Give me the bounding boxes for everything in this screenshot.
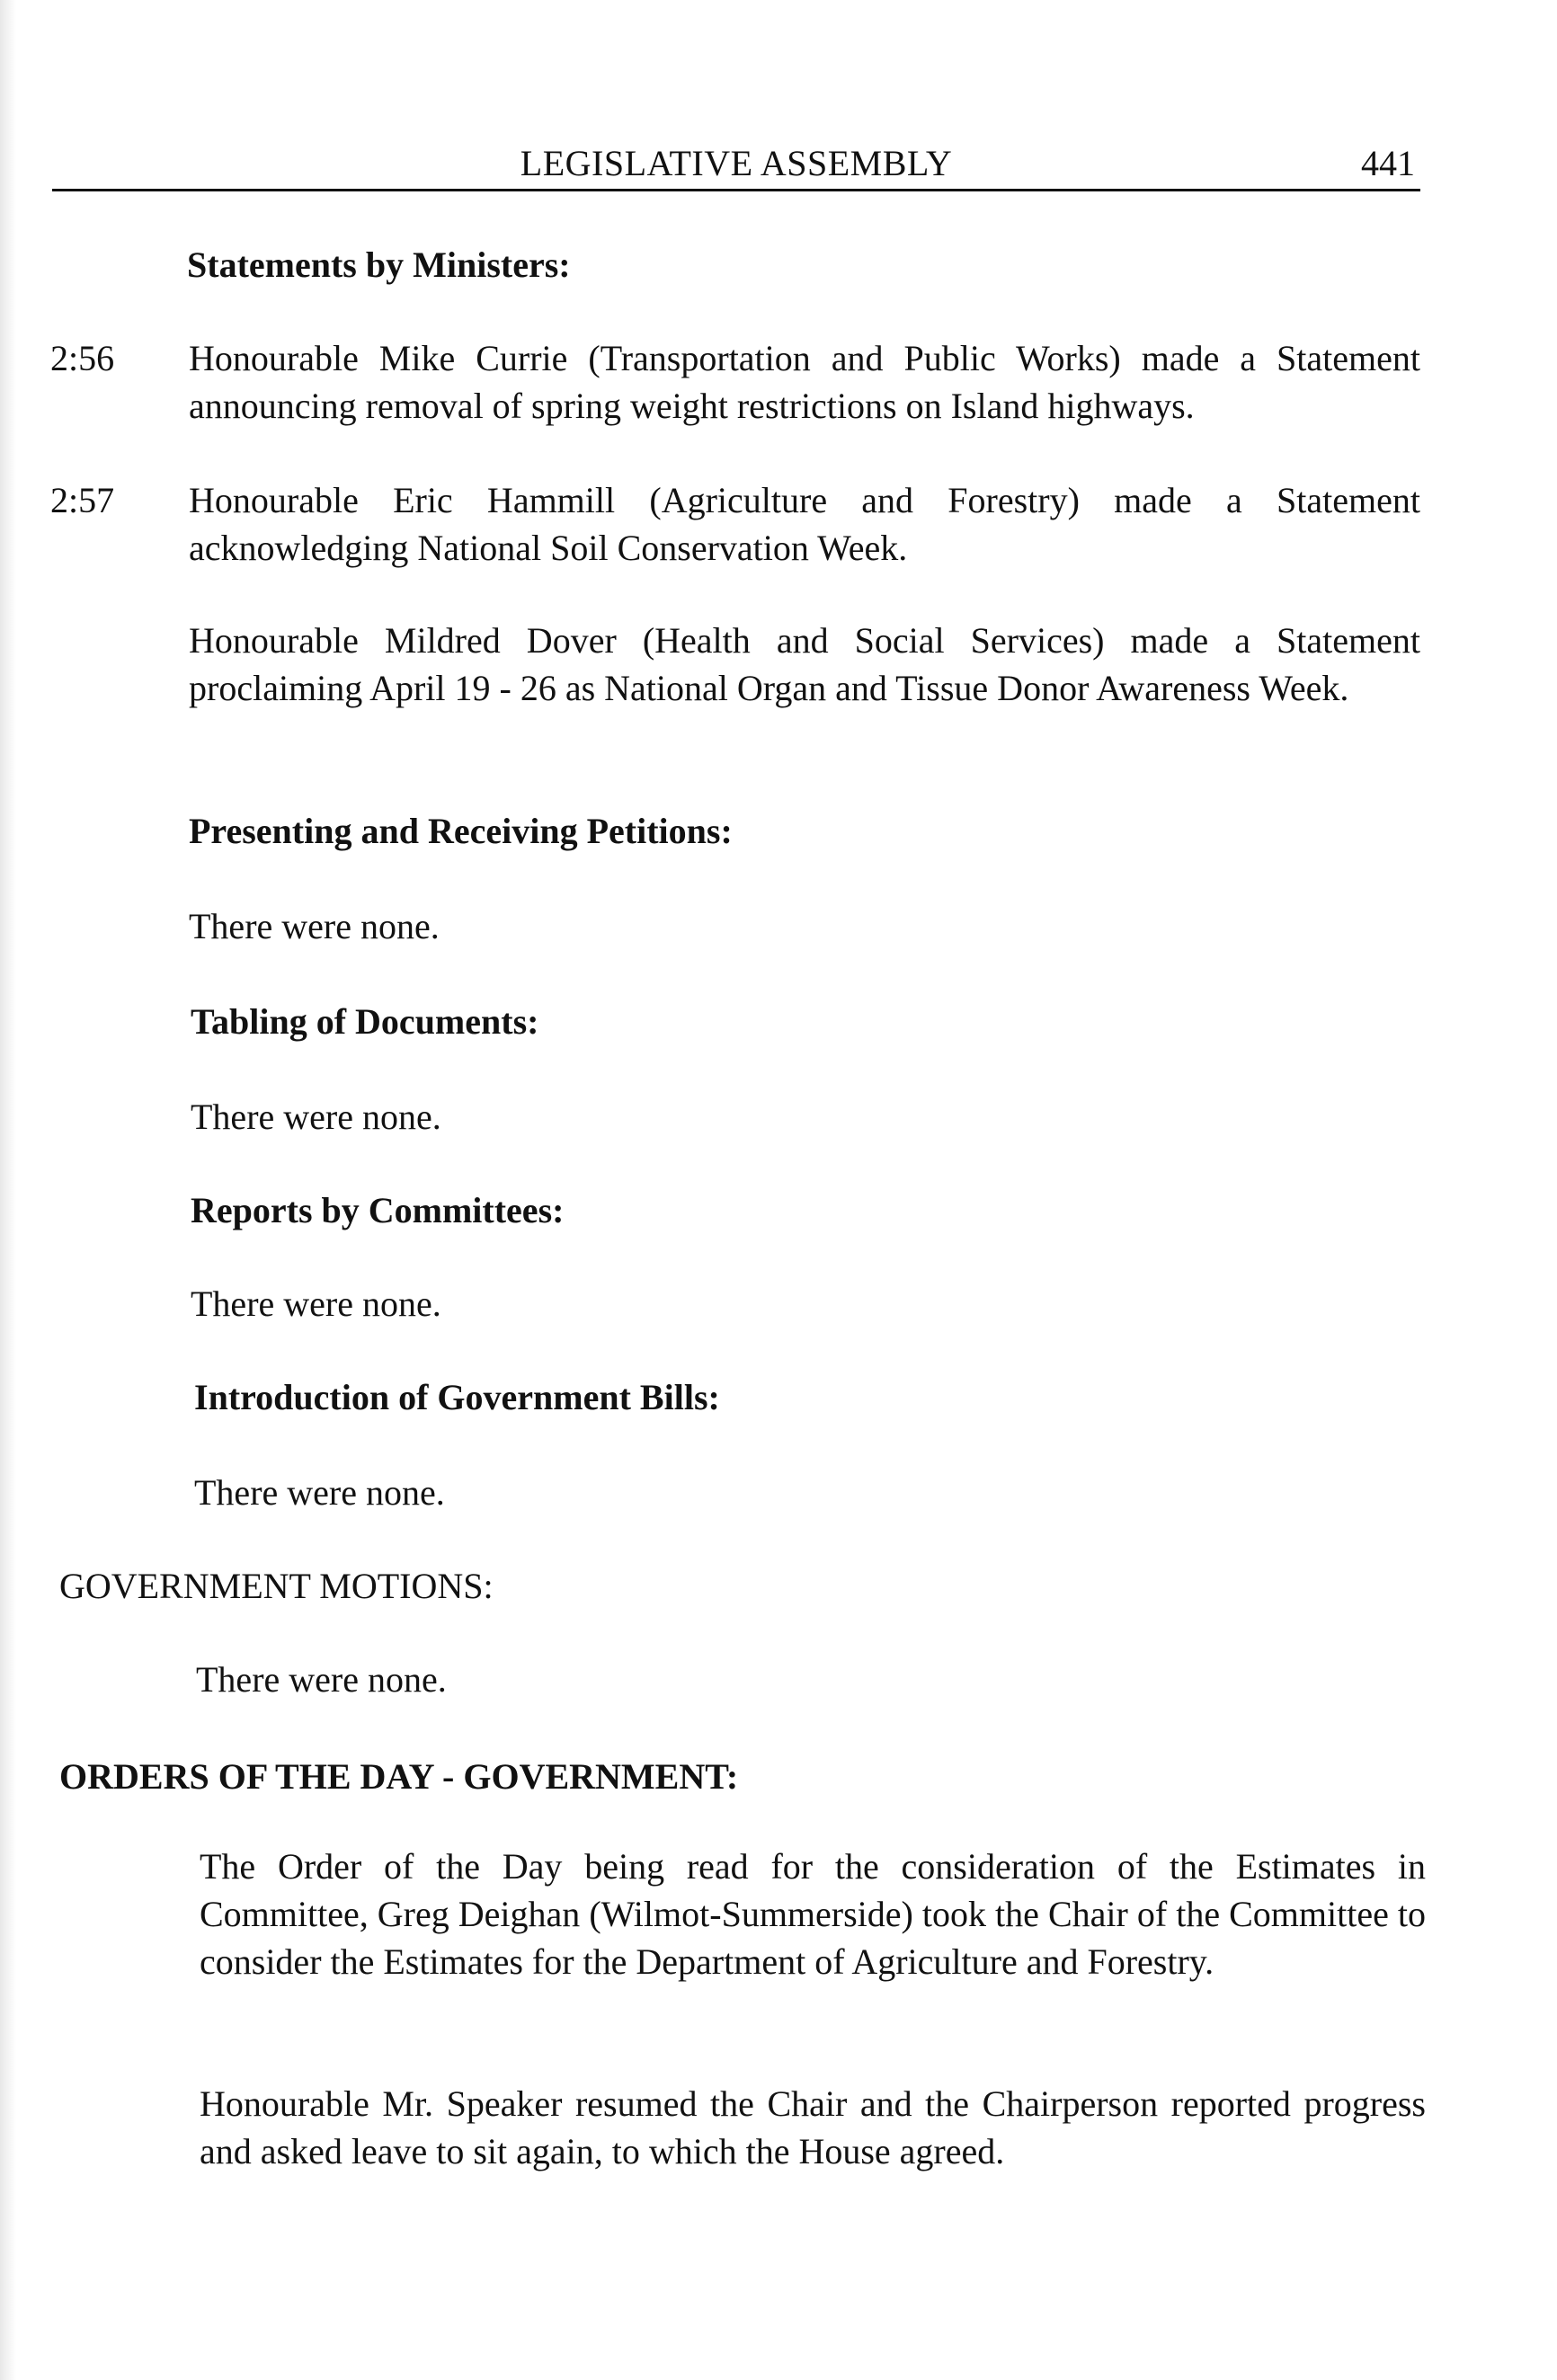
main-heading-orders: ORDERS OF THE DAY - GOVERNMENT: [59,1756,739,1797]
section-heading-documents: Tabling of Documents: [191,1001,539,1042]
orders-paragraph: Honourable Mr. Speaker resumed the Chair and the Chairperson reported progress and asked leave to sit again, to which the House agreed. [200,2083,1426,2171]
section-heading-statements: Statements by Ministers: [187,244,571,285]
section-heading-bills: Introduction of Government Bills: [194,1377,720,1417]
section-body-text: There were none. [189,906,440,946]
statement-paragraph: Honourable Mildred Dover (Health and Social Services) made a Statement proclaiming April 19 - 26 as National Organ and Tissue Donor Awareness Week. [189,620,1420,708]
time-stamp: 2:56 [50,338,115,378]
page-header [52,135,1420,191]
section-body-text: There were none. [191,1283,441,1324]
section-heading-petitions: Presenting and Receiving Petitions: [189,811,733,851]
page-edge-shadow [0,0,16,2380]
main-heading-motions: GOVERNMENT MOTIONS: [59,1566,494,1606]
orders-paragraph: The Order of the Day being read for the consideration of the Estimates in Committee, Greg Deighan (Wilmot-Summerside) took the Chair of the Committee to consider the Estimates for the Department of Agriculture and Forestry. [200,1846,1426,1982]
section-body-text: There were none. [196,1659,447,1700]
page-number: 441 [1361,143,1415,183]
time-stamp: 2:57 [50,480,115,520]
header-title: LEGISLATIVE ASSEMBLY [520,143,953,183]
statement-paragraph: Honourable Eric Hammill (Agriculture and Forestry) made a Statement acknowledging National Soil Conservation Week. [189,480,1420,568]
statement-paragraph: Honourable Mike Currie (Transportation and Public Works) made a Statement announcing removal of spring weight restrictions on Island highways. [189,338,1420,426]
section-body-text: There were none. [191,1097,441,1137]
section-body-text: There were none. [194,1472,445,1513]
section-heading-committees: Reports by Committees: [191,1190,565,1230]
